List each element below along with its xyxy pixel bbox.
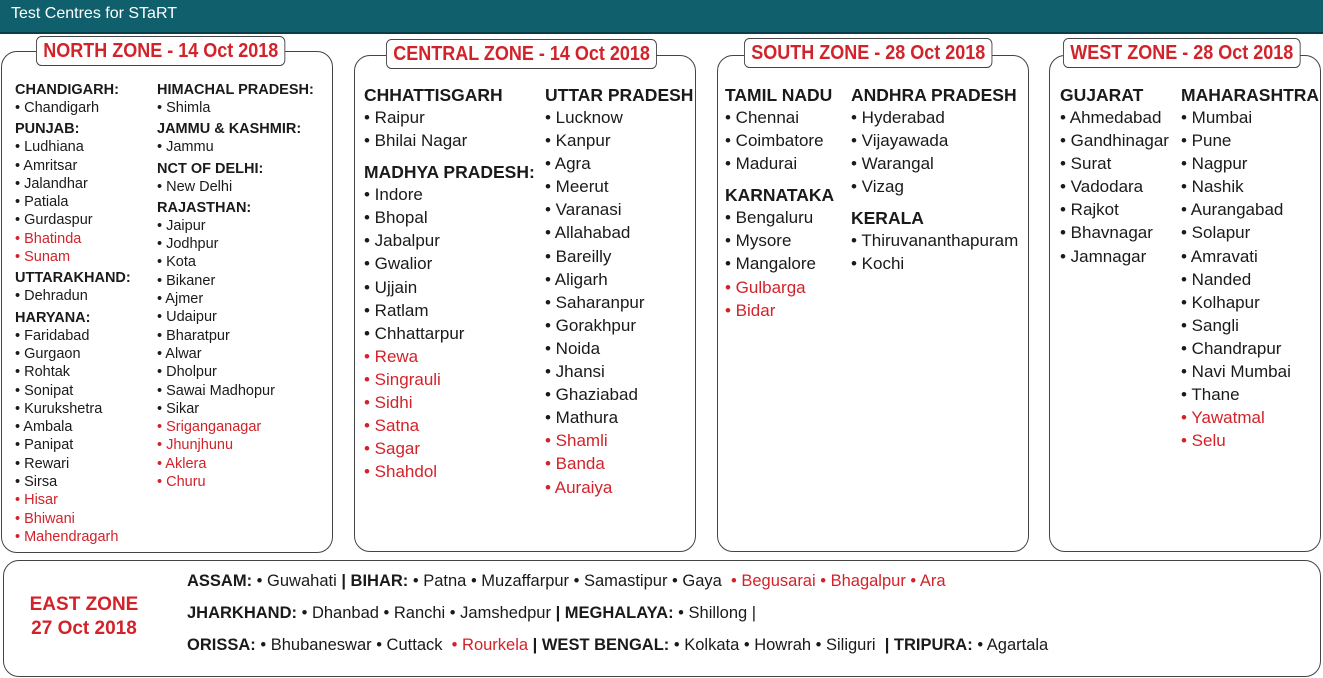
state-group: [364, 161, 535, 483]
city-item: • Bikaner: [157, 272, 216, 289]
city-item: • Sikar: [157, 400, 200, 417]
city-item: • Hyderabad: [851, 108, 945, 127]
state-group: [15, 121, 131, 266]
city-item: • Vadodara: [1060, 177, 1144, 197]
city-item: • Yawatmal: [1181, 408, 1265, 428]
city-item: • Nashik: [1181, 177, 1244, 197]
city-item: • Jabalpur: [364, 231, 440, 251]
city-item: • Ahmedabad: [1060, 108, 1162, 127]
city-item: • Dholpur: [157, 364, 217, 381]
city-item: • Gorakhpur: [545, 315, 636, 335]
city-item: • Coimbatore: [725, 131, 824, 151]
city-item: • Lucknow: [545, 108, 623, 127]
city-item: • Jammu: [157, 139, 214, 156]
state-name: TAMIL NADU: [725, 85, 833, 105]
city-item: • Hisar: [15, 492, 58, 509]
city-item: • Ghaziabad: [545, 385, 638, 405]
city-item: • Bhopal: [364, 208, 428, 228]
state-name: RAJASTHAN:: [157, 199, 252, 216]
state-name: ORISSA:: [187, 636, 256, 654]
city-list: • Patna • Muzaffarpur • Samastipur • Gaya: [408, 572, 727, 590]
city-item: • Jhansi: [545, 362, 605, 382]
state-name: UTTAR PRADESH: [545, 85, 694, 105]
city-item: • Warangal: [851, 154, 934, 174]
city-item: • Jaipur: [157, 217, 206, 234]
city-item: • Ludhiana: [15, 139, 84, 156]
city-item: • Rajkot: [1060, 200, 1119, 220]
city-item: • Sagar: [364, 439, 421, 459]
header-bar: [0, 0, 1323, 34]
central-col-1: [364, 84, 535, 483]
page-title: Test Centres for STaRT: [11, 5, 177, 22]
city-item: • Varanasi: [545, 200, 622, 220]
west-col-2: [1181, 84, 1319, 452]
city-item: • Gandhinagar: [1060, 131, 1169, 151]
city-item: • Mysore: [725, 231, 792, 251]
state-group: [725, 184, 834, 321]
state-group: [364, 84, 535, 152]
city-item: • Mathura: [545, 408, 619, 428]
city-list: • Dhanbad • Ranchi • Jamshedpur: [297, 604, 556, 622]
state-name: CHANDIGARH:: [15, 82, 119, 98]
city-item: • Bhiwani: [15, 510, 75, 527]
city-item: • Meerut: [545, 177, 609, 197]
city-item: • Ambala: [15, 419, 73, 436]
city-item: • Shamli: [545, 431, 608, 451]
east-line-1: [187, 572, 946, 591]
state-group: [15, 270, 131, 305]
state-name: | MEGHALAYA:: [555, 604, 674, 622]
state-name: NCT OF DELHI:: [157, 160, 264, 177]
north-zone-title: NORTH ZONE - 14 Oct 2018: [36, 36, 285, 66]
city-item: • Satna: [364, 416, 420, 436]
city-item: • Alwar: [157, 345, 202, 362]
city-item: • Churu: [157, 474, 206, 491]
city-item: • Aurangabad: [1181, 200, 1284, 220]
city-list: • Shillong |: [673, 604, 757, 622]
city-item: • Ajmer: [157, 291, 204, 308]
state-group: [15, 82, 131, 117]
south-col-1: [725, 84, 834, 322]
south-col-2: [851, 84, 1018, 276]
city-item: • Shahdol: [364, 462, 438, 482]
city-item: • Bidar: [725, 300, 776, 320]
city-item: • Selu: [1181, 431, 1226, 451]
city-item: • Amravati: [1181, 246, 1258, 266]
state-group: [725, 84, 834, 175]
state-name: GUJARAT: [1060, 85, 1144, 105]
city-item: • Kurukshetra: [15, 400, 103, 417]
city-item: • Madurai: [725, 154, 798, 174]
city-list: • Begusarai • Bhagalpur • Ara: [726, 572, 946, 590]
state-name: HIMACHAL PRADESH:: [157, 82, 314, 98]
state-group: [1181, 84, 1319, 452]
city-item: • Raipur: [364, 108, 425, 127]
state-group: [157, 200, 314, 491]
city-item: • Sawai Madhopur: [157, 382, 275, 399]
city-item: • Indore: [364, 185, 423, 205]
city-item: • Shimla: [157, 100, 211, 116]
city-item: • Sangli: [1181, 315, 1239, 335]
city-item: • Auraiya: [545, 477, 613, 497]
city-item: • Jhunjhunu: [157, 437, 234, 454]
city-item: • Jamnagar: [1060, 246, 1147, 266]
city-item: • Pune: [1181, 131, 1232, 151]
city-item: • Mahendragarh: [15, 528, 119, 545]
city-item: • Udaipur: [157, 309, 217, 326]
city-item: • Chandrapur: [1181, 338, 1282, 358]
city-item: • Jodhpur: [157, 236, 219, 253]
city-item: • Mumbai: [1181, 108, 1253, 127]
city-item: • Amritsar: [15, 157, 78, 174]
city-item: • Kolhapur: [1181, 292, 1260, 312]
city-item: • Ujjain: [364, 277, 418, 297]
city-item: • Vizag: [851, 177, 904, 197]
city-item: • Vijayawada: [851, 131, 949, 151]
east-zone-title: [20, 593, 148, 641]
city-item: • Bhatinda: [15, 230, 82, 247]
state-name: MADHYA PRADESH:: [364, 162, 535, 183]
state-name: KARNATAKA: [725, 185, 835, 206]
state-group: [15, 310, 131, 547]
state-name: | WEST BENGAL:: [528, 636, 670, 654]
north-col-1: [15, 82, 131, 546]
central-zone-title: CENTRAL ZONE - 14 Oct 2018: [386, 39, 657, 69]
city-item: • Banda: [545, 454, 605, 474]
city-item: • Agra: [545, 154, 591, 174]
city-item: • Bhavnagar: [1060, 223, 1153, 243]
city-item: • Aligarh: [545, 269, 608, 289]
city-item: • Sidhi: [364, 393, 413, 413]
east-zone-name: EAST ZONE: [29, 594, 139, 615]
city-item: • Noida: [545, 338, 601, 358]
city-list: • Guwahati: [252, 572, 342, 590]
state-group: [851, 84, 1018, 198]
state-group: [851, 207, 1018, 275]
south-zone-title: SOUTH ZONE - 28 Oct 2018: [744, 38, 992, 68]
city-item: • Kochi: [851, 254, 905, 274]
state-name: CHHATTISGARH: [364, 85, 503, 105]
city-item: • Dehradun: [15, 288, 88, 305]
east-line-3: [187, 636, 1048, 655]
west-zone-title: WEST ZONE - 28 Oct 2018: [1063, 38, 1300, 68]
city-item: • Sonipat: [15, 382, 74, 399]
city-item: • Panipat: [15, 437, 74, 454]
state-group: [545, 84, 693, 499]
city-item: • Chennai: [725, 108, 800, 127]
state-name: | BIHAR:: [341, 572, 409, 590]
city-item: • Bareilly: [545, 246, 612, 266]
city-item: • New Delhi: [157, 178, 233, 195]
city-item: • Gurgaon: [15, 345, 81, 362]
city-list: • Bhubaneswar • Cuttack: [255, 636, 448, 654]
city-item: • Kota: [157, 254, 196, 271]
city-item: • Rewa: [364, 346, 419, 366]
city-item: • Gwalior: [364, 254, 433, 274]
city-item: • Singrauli: [364, 369, 441, 389]
city-item: • Surat: [1060, 154, 1112, 174]
central-col-2: [545, 84, 693, 499]
city-item: • Thane: [1181, 385, 1240, 405]
city-item: • Sunam: [15, 249, 71, 266]
city-item: • Allahabad: [545, 223, 631, 243]
north-col-2: [157, 82, 314, 491]
city-item: • Patiala: [15, 194, 69, 211]
city-list: • Rourkela: [447, 636, 529, 654]
city-item: • Aklera: [157, 455, 207, 472]
city-item: • Jalandhar: [15, 175, 88, 192]
state-name: | TRIPURA:: [880, 636, 973, 654]
state-name: ASSAM:: [187, 572, 253, 590]
city-item: • Navi Mumbai: [1181, 362, 1291, 382]
state-group: [157, 161, 314, 196]
city-item: • Chhattarpur: [364, 323, 465, 343]
city-item: • Bhilai Nagar: [364, 131, 468, 151]
city-item: • Rohtak: [15, 364, 71, 381]
city-list: • Agartala: [972, 636, 1049, 654]
state-name: ANDHRA PRADESH: [851, 85, 1017, 105]
state-name: HARYANA:: [15, 309, 91, 326]
city-item: • Saharanpur: [545, 292, 645, 312]
city-item: • Faridabad: [15, 327, 90, 344]
east-zone-date: 27 Oct 2018: [31, 618, 137, 639]
west-col-1: [1060, 84, 1169, 268]
city-item: • Ratlam: [364, 300, 429, 320]
city-item: • Bharatpur: [157, 327, 230, 344]
state-name: JAMMU & KASHMIR:: [157, 121, 302, 138]
city-item: • Bengaluru: [725, 208, 814, 228]
state-group: [1060, 84, 1169, 268]
state-name: JHARKHAND:: [187, 604, 297, 622]
state-group: [157, 82, 314, 117]
state-name: UTTARAKHAND:: [15, 270, 131, 287]
city-item: • Thiruvananthapuram: [851, 231, 1019, 251]
city-item: • Sriganganagar: [157, 419, 262, 436]
city-item: • Gurdaspur: [15, 212, 93, 229]
city-item: • Mangalore: [725, 254, 817, 274]
city-item: • Rewari: [15, 455, 70, 472]
state-name: KERALA: [851, 208, 924, 229]
east-line-2: [187, 604, 756, 623]
city-item: • Gulbarga: [725, 277, 806, 297]
city-item: • Sirsa: [15, 474, 58, 491]
city-item: • Kanpur: [545, 131, 611, 151]
city-item: • Chandigarh: [15, 100, 100, 116]
state-name: PUNJAB:: [15, 121, 80, 138]
city-item: • Solapur: [1181, 223, 1251, 243]
city-item: • Nanded: [1181, 269, 1252, 289]
city-item: • Nagpur: [1181, 154, 1248, 174]
state-name: MAHARASHTRA: [1181, 85, 1320, 105]
state-group: [157, 121, 314, 156]
city-list: • Kolkata • Howrah • Siliguri: [669, 636, 881, 654]
